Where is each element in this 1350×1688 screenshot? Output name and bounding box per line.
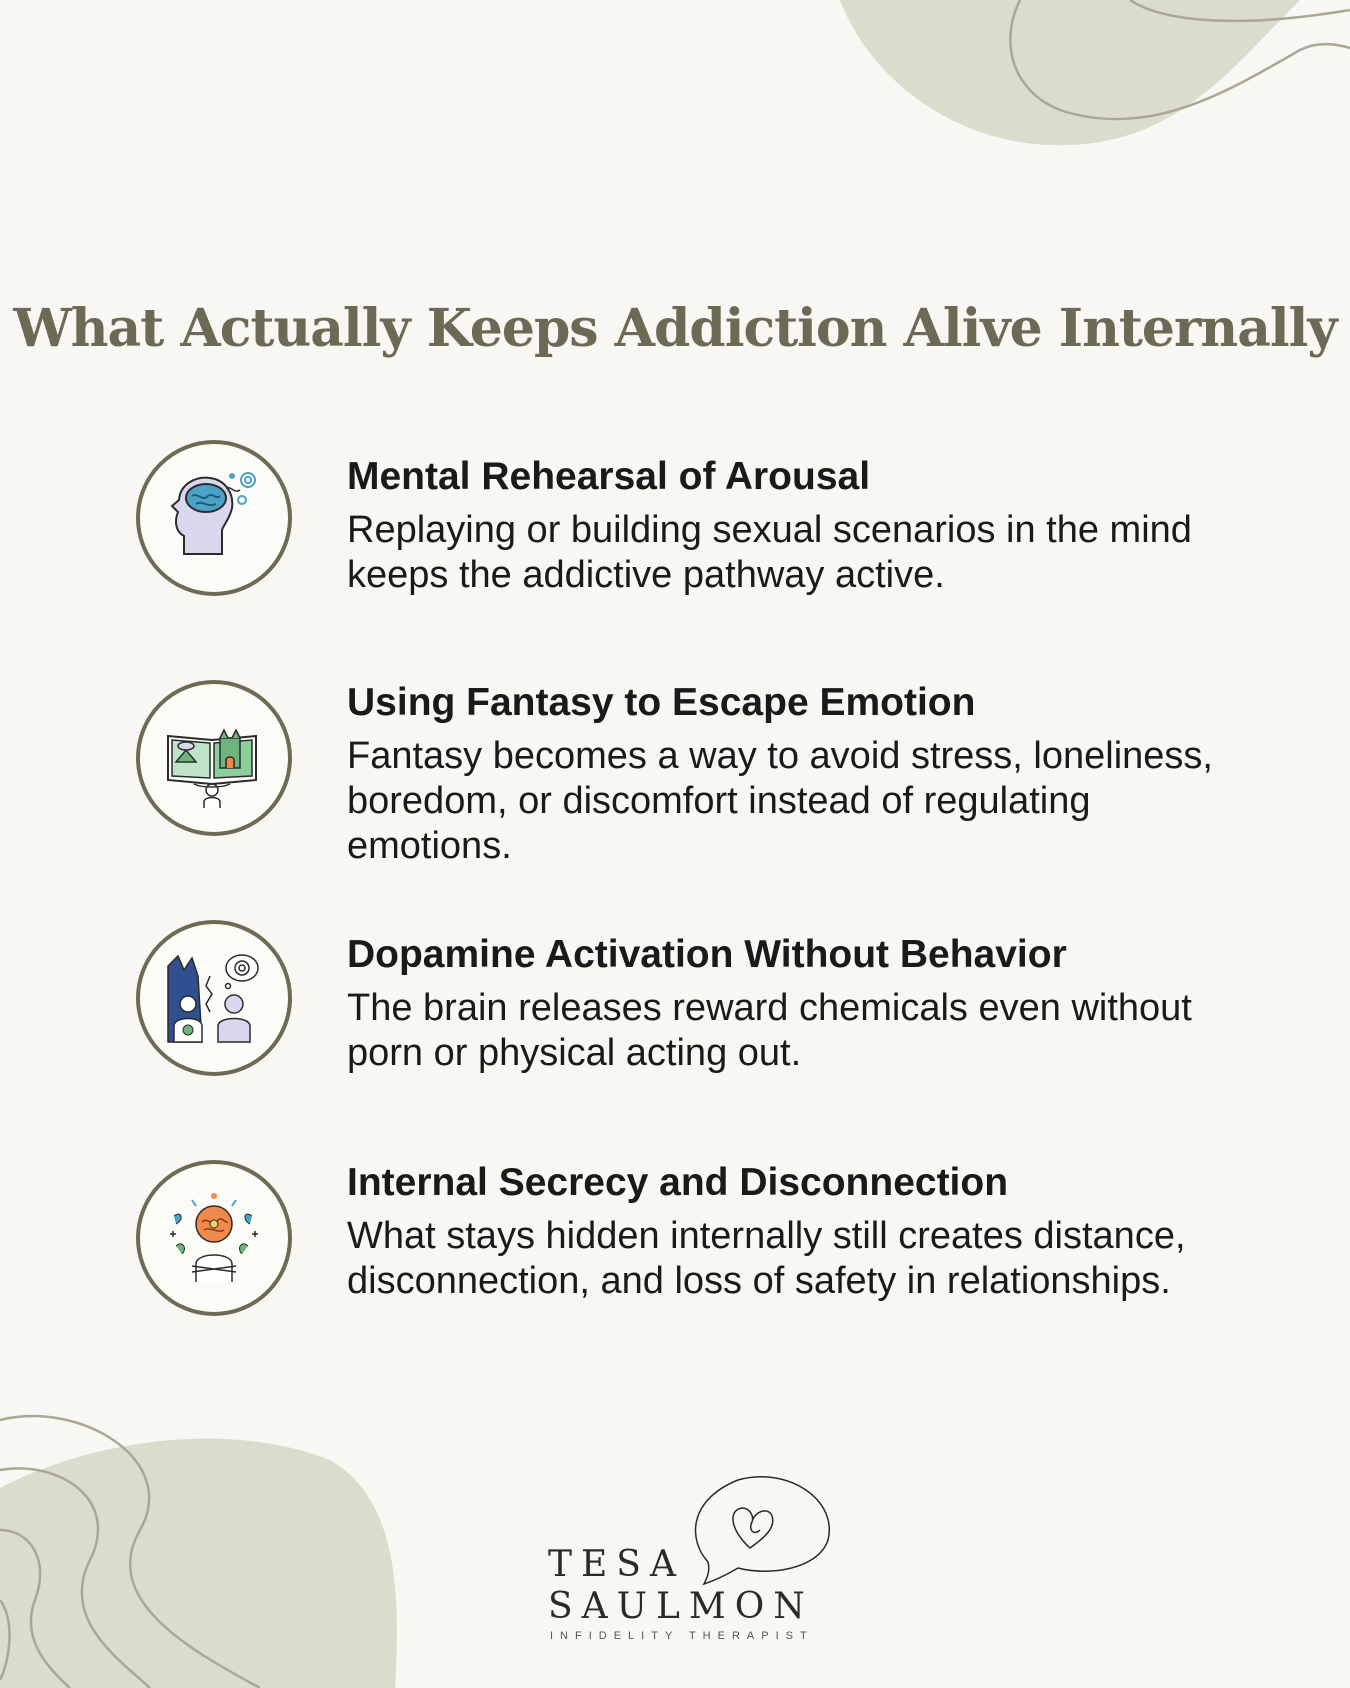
brand-last-name: SAULMON <box>548 1586 814 1627</box>
item-description: Fantasy becomes a way to avoid stress, loneliness, boredom, or discomfort instead of regulating emotions. <box>347 735 1213 867</box>
item-description: What stays hidden internally still creates distance, disconnection, and loss of safety in relationships. <box>347 1215 1186 1302</box>
item-title: Dopamine Activation Without Behavior <box>347 933 1067 976</box>
brand-tagline: INFIDELITY THERAPIST <box>550 1630 814 1642</box>
fantasy-book-icon <box>162 706 266 810</box>
item-description: Replaying or building sexual scenarios in the mind keeps the addictive pathway active. <box>347 509 1192 596</box>
brand-logo <box>548 1470 848 1650</box>
page-title: What Actually Keeps Addiction Alive Internally <box>13 298 1337 359</box>
split-person-icon <box>162 946 266 1050</box>
icon-badge <box>136 1160 292 1316</box>
heart-speech-bubble-icon <box>668 1470 848 1590</box>
brand-first-name: TESA <box>548 1544 685 1585</box>
item-title: Using Fantasy to Escape Emotion <box>347 681 976 724</box>
brain-thought-icon <box>162 466 266 570</box>
item-title: Internal Secrecy and Disconnection <box>347 1161 1009 1204</box>
item-title: Mental Rehearsal of Arousal <box>347 455 871 498</box>
mind-flowers-icon <box>162 1186 266 1290</box>
icon-badge <box>136 920 292 1076</box>
icon-badge <box>136 440 292 596</box>
icon-badge <box>136 680 292 836</box>
item-description: The brain releases reward chemicals even without porn or physical acting out. <box>347 987 1192 1074</box>
